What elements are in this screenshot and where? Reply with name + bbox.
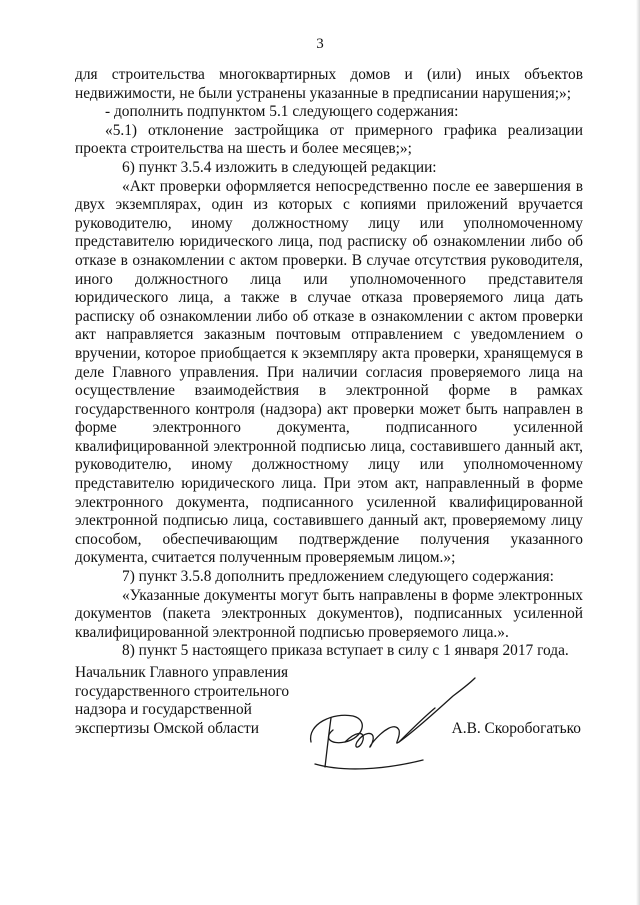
paragraph-item: «Указанные документы могут быть направлены в форме электронных документов (пакета электронных документов), подписанных усиленной квалифицированной электронной подписью проверяемого лица.».	[75, 586, 583, 641]
paragraph-item: «Акт проверки оформляется непосредственно после ее завершения в двух экземплярах, один из которых с копиями приложений вручается руководителю, иному должностному лицу или уполномоченному представителю юридического лица, под расписку об ознакомлении либо об отказе в ознакомлении с актом проверки. В случае отсутствия руководителя, иного должностного лица или уполномоченного представителя юридического лица, а также в случае отказа проверяемого лица дать расписку об ознакомлении либо об отказе в ознакомлении с актом проверки акт направляется заказным почтовым отправлением с уведомлением о вручении, которое приобщается к экземпляру акта проверки, хранящемуся в деле Главного управления. При наличии согласия проверяемого лица на осуществление взаимодействия в электронной форме в рамках государственного контроля (надзора) акт проверки может быть направлен в форме электронного документа, подписанного усиленной квалифицированной электронной подписью лица, составившего данный акт, руководителю, иному должностному лицу или уполномоченному представителю юридического лица. При этом акт, направленный в форме электронного документа, подписанного усиленной квалифицированной электронной подписью лица, составившего данный акт, проверяемому лицу способом, обеспечивающим подтверждение получения указанного документа, считается полученным проверяемым лицом.»;	[75, 177, 583, 567]
signatory-name: А.В. Скоробогатько	[451, 720, 581, 737]
signatory-title-line: экспертизы Омской области	[75, 719, 259, 737]
paragraph-item: 6) пункт 3.5.4 изложить в следующей редакции:	[122, 158, 437, 176]
signatory-title-line: надзора и государственной	[75, 701, 252, 719]
paragraph-item: 7) пункт 3.5.8 дополнить предложением следующего содержания:	[122, 568, 554, 586]
signature-block	[75, 664, 583, 774]
signatory-title-line: Начальник Главного управления	[75, 664, 289, 681]
paragraph-item: 8) пункт 5 настоящего приказа вступает в силу с 1 января 2017 года.	[122, 642, 569, 660]
page-number: 3	[316, 36, 324, 52]
page-edge-shadow	[636, 0, 640, 905]
paragraph-item: «5.1) отклонение застройщика от примерного графика реализации проекта строительства на шесть и более месяцев;»;	[75, 121, 583, 158]
signatory-title	[75, 664, 315, 738]
paragraph-continuation: для строительства многоквартирных домов и (или) иных объектов недвижимости, не были устранены указанные в предписании нарушения;»;	[75, 66, 583, 102]
document-body	[75, 66, 583, 661]
signatory-title-line: государственного строительного	[75, 682, 290, 700]
paragraph-item: - дополнить подпунктом 5.1 следующего содержания:	[105, 103, 459, 121]
